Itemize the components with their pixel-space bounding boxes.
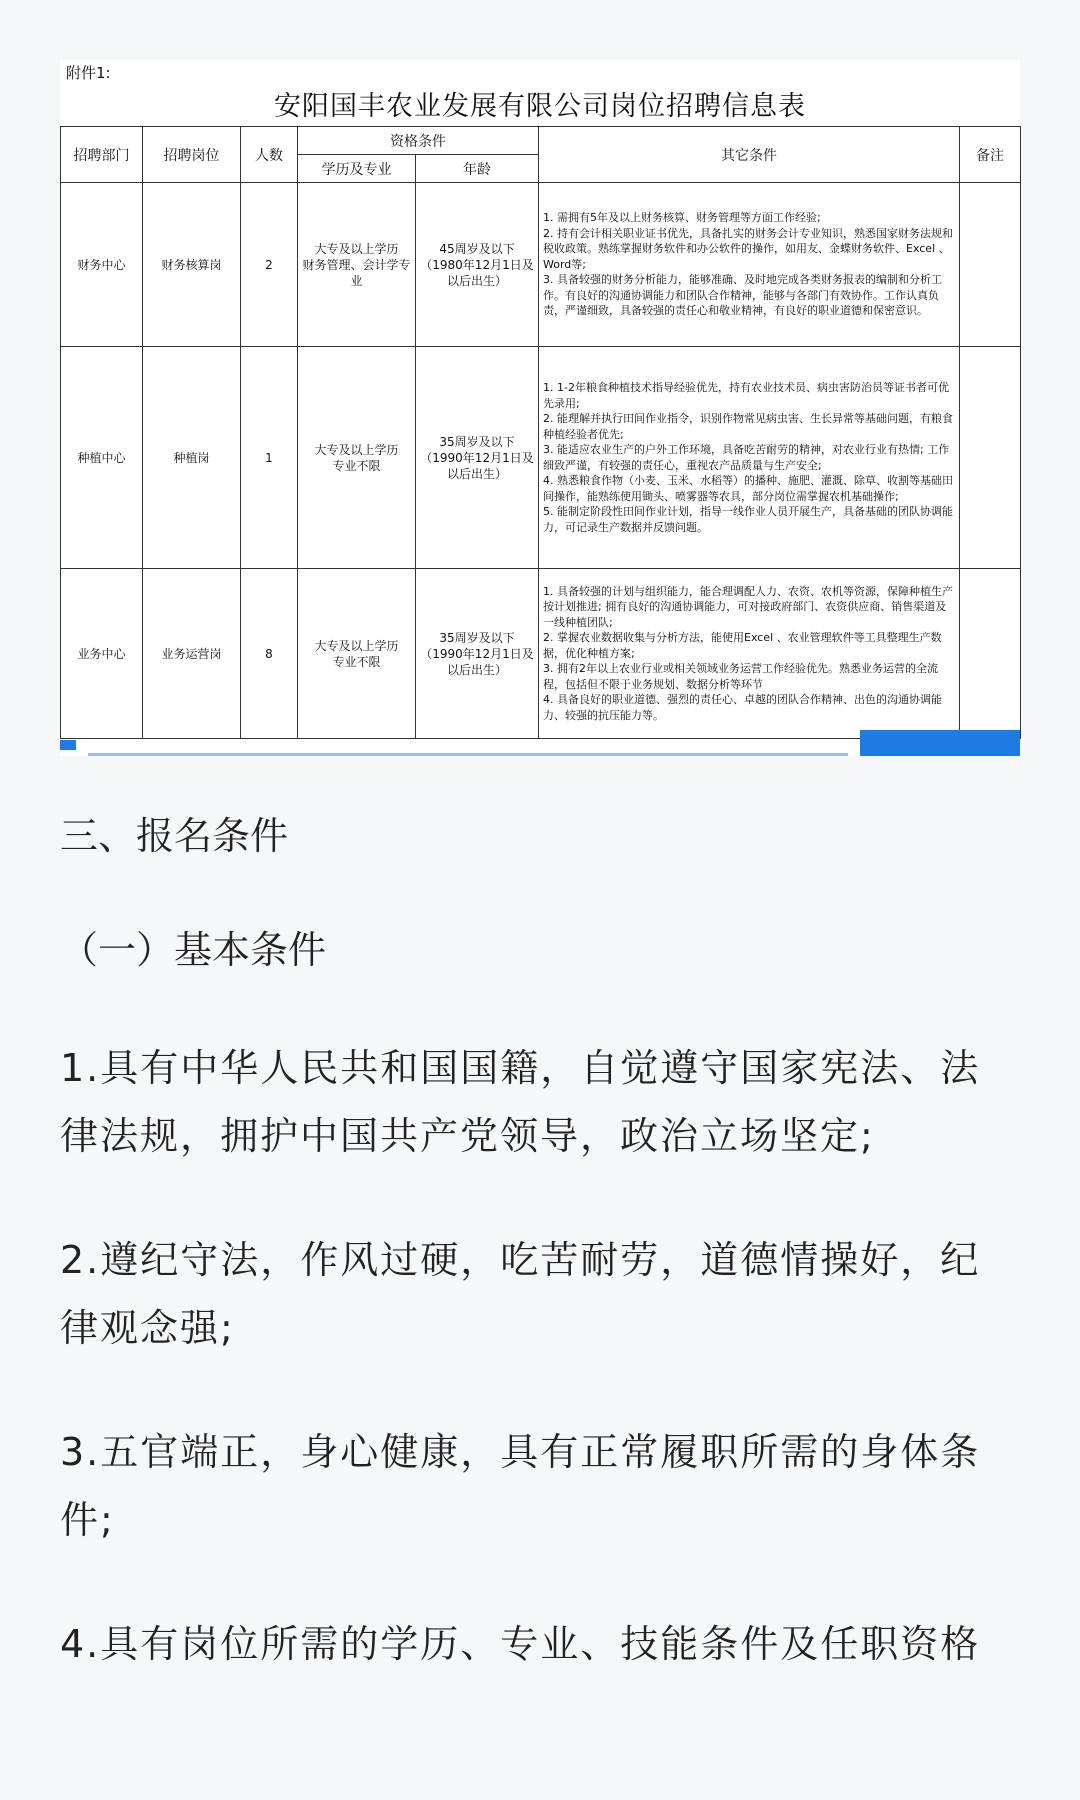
scroll-track bbox=[88, 753, 848, 756]
header-other: 其它条件 bbox=[539, 127, 960, 183]
condition-item-3: 3.五官端正，身心健康，具有正常履职所需的身体条件; bbox=[60, 1430, 981, 1542]
row-remark bbox=[960, 347, 1021, 569]
section-subheading: （一）基本条件 bbox=[60, 928, 327, 972]
row-post: 业务运营岗 bbox=[143, 569, 241, 739]
condition-item-1: 1.具有中华人民共和国国籍，自觉遵守国家宪法、法律法规，拥护中国共产党领导，政治立场坚定; bbox=[60, 1046, 981, 1158]
attachment-label: 附件1: bbox=[66, 64, 111, 82]
header-post: 招聘岗位 bbox=[143, 127, 241, 183]
recruitment-table-image bbox=[60, 60, 1020, 756]
scroll-marker-left bbox=[60, 740, 76, 750]
table-row bbox=[61, 347, 1021, 569]
row-dept: 业务中心 bbox=[61, 569, 143, 739]
header-edu: 学历及专业 bbox=[298, 155, 416, 183]
row-edu: 大专及以上学历 专业不限 bbox=[298, 347, 416, 569]
condition-item-2: 2.遵纪守法，作风过硬，吃苦耐劳，道德情操好，纪律观念强; bbox=[60, 1238, 981, 1350]
row-count: 1 bbox=[241, 347, 298, 569]
row-post: 种植岗 bbox=[143, 347, 241, 569]
header-count: 人数 bbox=[241, 127, 298, 183]
scroll-marker-right bbox=[860, 730, 1020, 756]
row-age: 35周岁及以下 （1990年12月1日及以后出生） bbox=[416, 569, 539, 739]
row-remark bbox=[960, 183, 1021, 347]
row-edu: 大专及以上学历 专业不限 bbox=[298, 569, 416, 739]
table-title: 安阳国丰农业发展有限公司岗位招聘信息表 bbox=[274, 91, 806, 122]
row-age: 35周岁及以下 （1990年12月1日及以后出生） bbox=[416, 347, 539, 569]
section-heading: 三、报名条件 bbox=[60, 814, 289, 858]
row-other: 1. 需拥有5年及以上财务核算、财务管理等方面工作经验; 2. 持有会计相关职业证书优先，具备扎实的财务会计专业知识，熟悉国家财务法规和税收政策。熟练掌握财务软件和办公软件的操作，如用友、金蝶财务软件、Excel 、Word等; 3. 具备较强的财务分析能力，能够准确、及时地完成各类财务报表的编制和分析工作。有良好的沟通协调能力和团队合作精神，能够与各部门有效协作。工作认真负责，严谨细致，具备较强的责任心和敬业精神，有良好的职业道德和保密意识。 bbox=[539, 183, 960, 347]
table-row bbox=[61, 569, 1021, 739]
header-qualification: 资格条件 bbox=[298, 127, 539, 155]
condition-item-4: 4.具有岗位所需的学历、专业、技能条件及任职资格 bbox=[60, 1622, 981, 1666]
row-age: 45周岁及以下 （1980年12月1日及以后出生） bbox=[416, 183, 539, 347]
table-row bbox=[61, 183, 1021, 347]
row-dept: 种植中心 bbox=[61, 347, 143, 569]
row-count: 2 bbox=[241, 183, 298, 347]
row-edu: 大专及以上学历 财务管理、会计学专业 bbox=[298, 183, 416, 347]
job-table bbox=[60, 126, 1021, 739]
row-remark bbox=[960, 569, 1021, 739]
row-other: 1. 具备较强的计划与组织能力，能合理调配人力、农资、农机等资源，保障种植生产按计划推进; 拥有良好的沟通协调能力，可对接政府部门、农资供应商、销售渠道及一线种植团队; 2. 掌握农业数据收集与分析方法，能使用Excel 、农业管理软件等工具整理生产数据，优化种植方案; 3. 拥有2年以上农业行业或相关领域业务运营工作经验优先。熟悉业务运营的全流程，包括但不限于业务规划、数据分析等环节 4. 具备良好的职业道德、强烈的责任心、卓越的团队合作精神、出色的沟通协调能力、较强的抗压能力等。 bbox=[539, 569, 960, 739]
header-dept: 招聘部门 bbox=[61, 127, 143, 183]
row-dept: 财务中心 bbox=[61, 183, 143, 347]
row-other: 1. 1-2年粮食种植技术指导经验优先，持有农业技术员、病虫害防治员等证书者可优先录用; 2. 能理解并执行田间作业指令，识别作物常见病虫害、生长异常等基础问题，有粮食种植经验者优先; 3. 能适应农业生产的户外工作环境，具备吃苦耐劳的精神，对农业行业有热情; 工作细致严谨，有较强的责任心，重视农产品质量与生产安全; 4. 熟悉粮食作物（小麦、玉米、水稻等）的播种、施肥、灌溉、除草、收割等基础田间操作，能熟练使用锄头、喷雾器等农具，部分岗位需掌握农机基础操作; 5. 能制定阶段性田间作业计划，指导一线作业人员开展生产，具备基础的团队协调能力，可记录生产数据并反馈问题。 bbox=[539, 347, 960, 569]
header-age: 年龄 bbox=[416, 155, 539, 183]
row-count: 8 bbox=[241, 569, 298, 739]
article-body bbox=[60, 770, 1020, 1678]
row-post: 财务核算岗 bbox=[143, 183, 241, 347]
header-remark: 备注 bbox=[960, 127, 1021, 183]
